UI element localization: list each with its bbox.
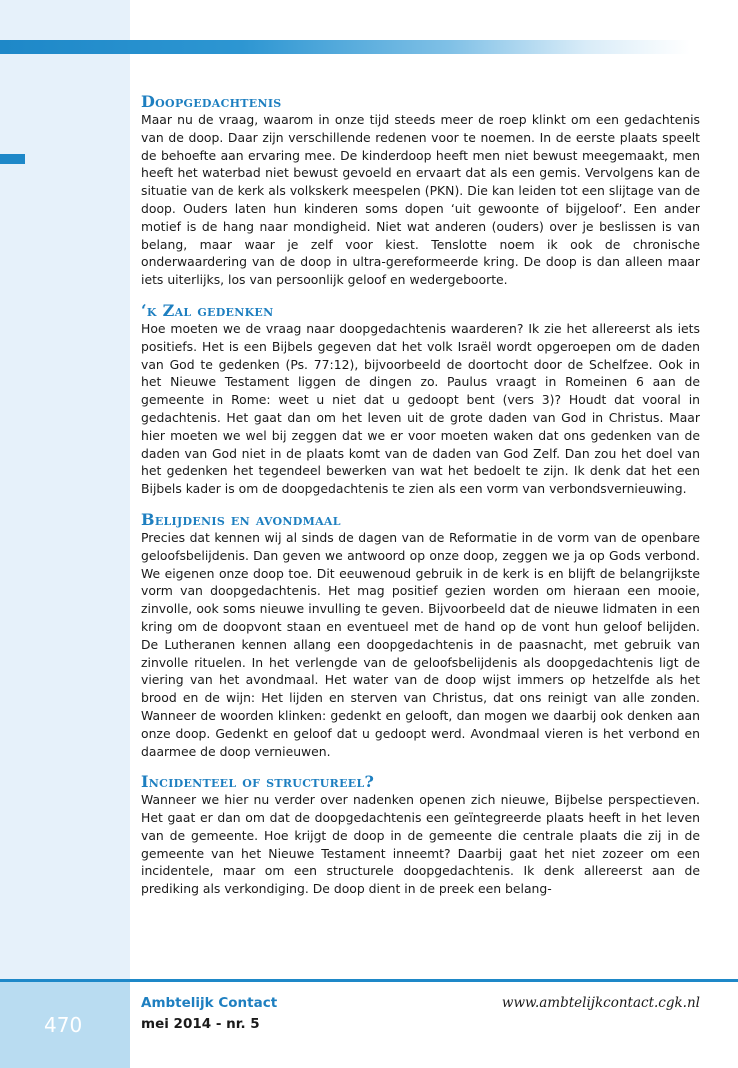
section-k-zal-gedenken	[141, 302, 700, 498]
top-color-bar	[0, 40, 690, 54]
section-heading: Belijdenis en avondmaal	[141, 509, 341, 529]
page-number: 470	[44, 1013, 83, 1037]
article-content	[141, 93, 700, 911]
section-doopgedachtenis	[141, 93, 700, 289]
issue-info: mei 2014 - nr. 5	[141, 1016, 260, 1032]
section-belijdenis-en-avondmaal	[141, 511, 700, 760]
side-tab-marker	[0, 154, 25, 164]
section-body: Hoe moeten we de vraag naar doopgedachtenis waarderen? Ik zie het allereerst als iets positiefs. Het is een Bijbels gegeven dat het volk Israël wordt opgeroepen om de daden van God te gedenken (Ps. 77:12), bijvoorbeeld de doortocht door de Schelfzee. Ook in het Nieuwe Testament liggen de dingen zo. Paulus vraagt in Romeinen 6 aan de gemeente in Rome: weet u niet dat u gedoopt bent (vers 3)? Houdt dat vooral in gedachtenis. Het gaat dan om het leven uit de grote daden van God in Christus. Maar hier moeten we wel bij zeggen dat we er voor moeten waken dat ons gedenken van de daden van God niet in de plaats komt van de daden van God Zelf. Dan zou het doel van het gedenken het tegendeel bewerken van wat het bedoelt te zijn. Ik denk dat het een Bijbels kader is om de doopgedachtenis te zien als een vorm van verbondsvernieuwing.	[141, 320, 700, 497]
section-body: Wanneer we hier nu verder over nadenken openen zich nieuwe, Bijbelse perspectieven. Het gaat er dan om dat de doopgedachtenis een geïntegreerde plaats heeft in het leven van de gemeente. Hoe krijgt de doop in de gemeente die centrale plaats die zij in de gemeente van het Nieuwe Testament inneemt? Daarbij gaat het niet zozeer om een incidentele, maar om een structurele doopgedachtenis. Ik denk allereerst aan de prediking als verkondiging. De doop dient in de preek een belang-	[141, 792, 700, 897]
section-body: Precies dat kennen wij al sinds de dagen van de Reformatie in de vorm van de openbare geloofsbelijdenis. Dan geven we antwoord op onze doop, zeggen we ja op Gods verbond. We eigenen onze doop toe. Dit eeuwenoud gebruik in de kerk is en blijft de belangrijkste vorm van doopgedachtenis. Het mag positief gezien worden om hieraan een mooie, zinvolle, ook soms nieuwe invulling te geven. Bijvoorbeeld dat de nieuwe lidmaten in een kring om de doopvont staan en eventueel met de hand op de vont hun geloof belijden. De Lutheranen kennen allang een doopgedachtenis in de paasnacht, met gebruik van zinvolle rituelen. In het verlengde van de geloofsbelijdenis als doopgedachtenis ligt de viering van het avondmaal. Het water van de doop wijst immers op hetzelfde als het brood en de wijn: Het lijden en sterven van Christus, dat ons reinigt van alle zonden. Wanneer de woorden klinken: gedenkt en gelooft, dan mogen we daarbij ook denken aan onze doop. Gedenkt en geloof dat u gedoopt werd. Avondmaal vieren is het verbond en daarmee de doop vernieuwen.	[141, 529, 700, 759]
section-heading: Doopgedachtenis	[141, 92, 282, 111]
section-incidenteel-of-structureel	[141, 773, 700, 898]
section-heading: Incidenteel of structureel?	[141, 772, 375, 792]
section-heading: ‘k Zal gedenken	[141, 300, 274, 320]
section-body: Maar nu de vraag, waarom in onze tijd steeds meer de roep klinkt om een gedachtenis van de doop. Daar zijn verschillende redenen voor te noemen. In de eerste plaats speelt de behoefte aan ervaring mee. De kinderdoop heeft men niet bewust meegemaakt, men heeft het waterbad niet bewust gevoeld en ervaart dat als een gemis. Vervolgens kan de situatie van de kerk als volkskerk meespelen (PKN). Die kan leiden tot een slijtage van de doop. Ouders laten hun kinderen soms dopen ‘uit gewoonte of bijgeloof’. Een ander motief is de hang naar mondigheid. Niet wat anderen (ouders) over je beslissen is van belang, maar waar je zelf voor kiest. Tenslotte noem ik ook de chronische onderwaardering van de doop in ultra-gereformeerde kring. De doop is dan alleen maar iets uiterlijks, los van persoonlijk geloof en wedergeboorte.	[141, 112, 700, 288]
website-link[interactable]: www.ambtelijkcontact.cgk.nl	[501, 995, 700, 1011]
magazine-title: Ambtelijk Contact	[141, 995, 278, 1011]
